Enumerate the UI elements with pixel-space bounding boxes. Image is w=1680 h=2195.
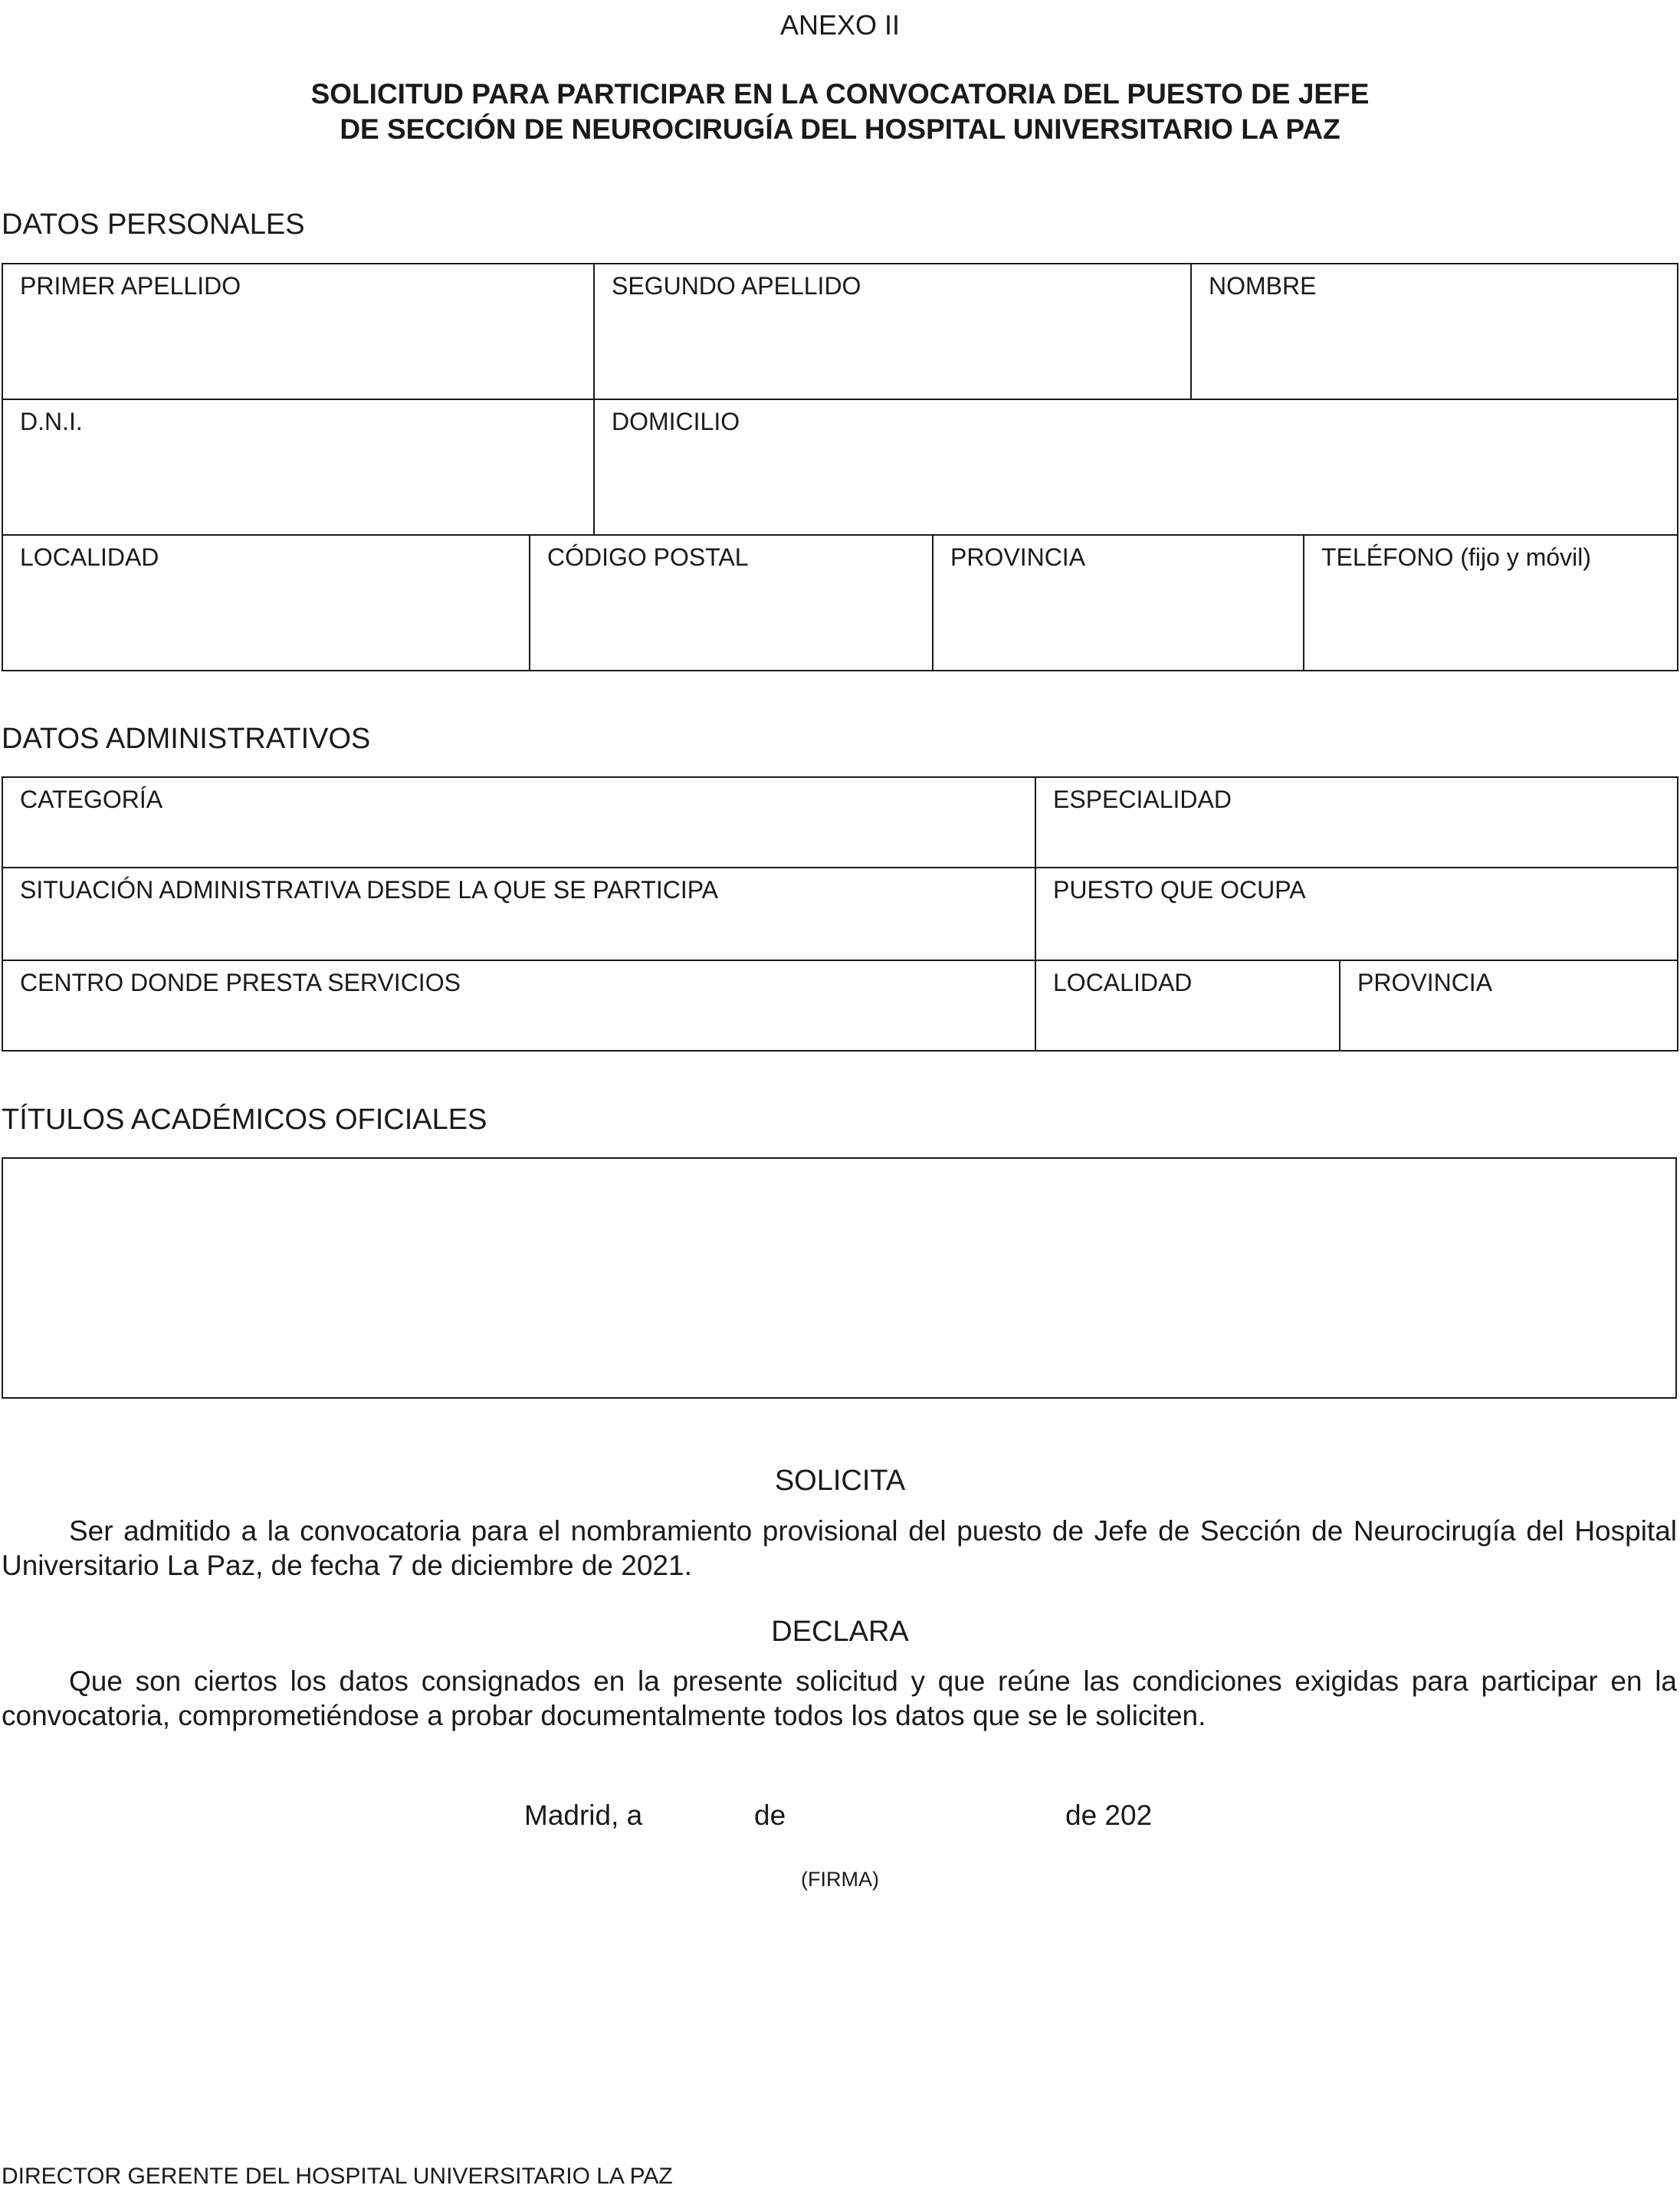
categoria-field[interactable]: CATEGORÍA: [2, 777, 1035, 868]
title-line-2: DE SECCIÓN DE NEUROCIRUGÍA DEL HOSPITAL UNIVERSITARIO LA PAZ: [340, 113, 1340, 145]
annex-label: ANEXO II: [779, 9, 901, 41]
academic-titles-heading: TÍTULOS ACADÉMICOS OFICIALES: [2, 1104, 487, 1136]
administrative-data-heading: DATOS ADMINISTRATIVOS: [2, 723, 371, 755]
segundo-apellido-field[interactable]: SEGUNDO APELLIDO: [594, 264, 1191, 399]
signature-de-1: de: [754, 1800, 786, 1831]
admin-localidad-field[interactable]: LOCALIDAD: [1035, 960, 1340, 1051]
personal-data-table: [2, 263, 1678, 671]
admin-provincia-field[interactable]: PROVINCIA: [1340, 960, 1678, 1051]
telefono-field[interactable]: TELÉFONO (fijo y móvil): [1304, 535, 1678, 671]
especialidad-field[interactable]: ESPECIALIDAD: [1035, 777, 1678, 868]
solicita-heading: SOLICITA: [774, 1465, 906, 1497]
signature-place: Madrid, a: [524, 1800, 643, 1831]
document-title: [0, 77, 1680, 147]
solicita-text: Ser admitido a la convocatoria para el nombramiento provisional del puesto de Jefe de Sección de Neurocirugía del Hospital Universitario La Paz, de fecha 7 de diciembre de 2021.: [2, 1515, 1677, 1581]
administrative-data-table: [2, 776, 1678, 1052]
dni-field[interactable]: D.N.I.: [2, 399, 594, 535]
personal-data-heading: DATOS PERSONALES: [2, 208, 305, 241]
title-line-1: SOLICITUD PARA PARTICIPAR EN LA CONVOCATORIA DEL PUESTO DE JEFE: [310, 78, 1370, 110]
signature-de-2: de 202: [1065, 1800, 1153, 1831]
declara-text: Que son ciertos los datos consignados en la presente solicitud y que reúne las condiciones exigidas para participar en la convocatoria, comprometiéndose a probar documentalmente todos los datos que se le soliciten.: [2, 1665, 1677, 1731]
situacion-administrativa-field[interactable]: SITUACIÓN ADMINISTRATIVA DESDE LA QUE SE PARTICIPA: [2, 868, 1035, 960]
footer-addressee: DIRECTOR GERENTE DEL HOSPITAL UNIVERSITARIO LA PAZ: [2, 2164, 673, 2189]
nombre-field[interactable]: NOMBRE: [1191, 264, 1678, 399]
academic-titles-box[interactable]: [2, 1157, 1677, 1399]
puesto-que-ocupa-field[interactable]: PUESTO QUE OCUPA: [1035, 868, 1678, 960]
codigo-postal-field[interactable]: CÓDIGO POSTAL: [530, 535, 933, 671]
centro-servicios-field[interactable]: CENTRO DONDE PRESTA SERVICIOS: [2, 960, 1035, 1051]
signature-firma-label: (FIRMA): [801, 1868, 879, 1891]
provincia-field[interactable]: PROVINCIA: [933, 535, 1304, 671]
declara-heading: DECLARA: [771, 1616, 909, 1648]
domicilio-field[interactable]: DOMICILIO: [594, 399, 1678, 535]
primer-apellido-field[interactable]: PRIMER APELLIDO: [2, 264, 594, 399]
localidad-field[interactable]: LOCALIDAD: [2, 535, 530, 671]
